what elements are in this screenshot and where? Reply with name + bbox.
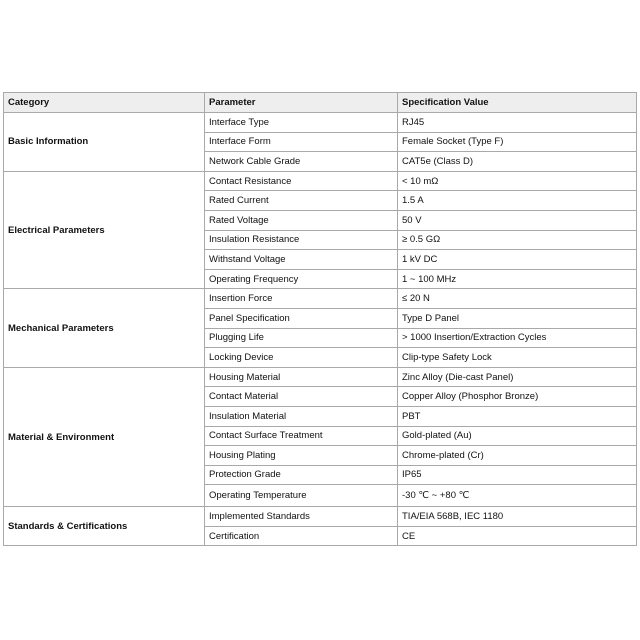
value-cell: ≥ 0.5 GΩ [398, 230, 637, 250]
header-specification-value: Specification Value [398, 93, 637, 113]
category-cell: Material & Environment [4, 367, 205, 507]
table-body [4, 113, 637, 546]
value-cell: RJ45 [398, 113, 637, 133]
parameter-cell: Interface Form [205, 132, 398, 152]
parameter-cell: Protection Grade [205, 465, 398, 485]
value-cell: Copper Alloy (Phosphor Bronze) [398, 387, 637, 407]
value-cell: CE [398, 526, 637, 546]
parameter-cell: Interface Type [205, 113, 398, 133]
parameter-cell: Rated Current [205, 191, 398, 211]
value-cell: PBT [398, 406, 637, 426]
parameter-cell: Insertion Force [205, 289, 398, 309]
value-cell: CAT5e (Class D) [398, 152, 637, 172]
table-row [4, 289, 637, 309]
parameter-cell: Contact Surface Treatment [205, 426, 398, 446]
value-cell: -30 ℃ ~ +80 ℃ [398, 485, 637, 507]
parameter-cell: Network Cable Grade [205, 152, 398, 172]
value-cell: Gold-plated (Au) [398, 426, 637, 446]
value-cell: IP65 [398, 465, 637, 485]
parameter-cell: Insulation Resistance [205, 230, 398, 250]
parameter-cell: Rated Voltage [205, 210, 398, 230]
category-cell: Mechanical Parameters [4, 289, 205, 367]
value-cell: Clip-type Safety Lock [398, 348, 637, 368]
category-cell: Basic Information [4, 113, 205, 172]
value-cell: ≤ 20 N [398, 289, 637, 309]
parameter-cell: Certification [205, 526, 398, 546]
header-category: Category [4, 93, 205, 113]
parameter-cell: Housing Material [205, 367, 398, 387]
value-cell: > 1000 Insertion/Extraction Cycles [398, 328, 637, 348]
parameter-cell: Implemented Standards [205, 507, 398, 527]
value-cell: Chrome-plated (Cr) [398, 446, 637, 466]
value-cell: 50 V [398, 210, 637, 230]
parameter-cell: Plugging Life [205, 328, 398, 348]
parameter-cell: Contact Material [205, 387, 398, 407]
table-row [4, 367, 637, 387]
header-parameter: Parameter [205, 93, 398, 113]
value-cell: Female Socket (Type F) [398, 132, 637, 152]
table-row [4, 171, 637, 191]
parameter-cell: Housing Plating [205, 446, 398, 466]
parameter-cell: Operating Frequency [205, 269, 398, 289]
value-cell: 1 kV DC [398, 250, 637, 270]
value-cell: Zinc Alloy (Die-cast Panel) [398, 367, 637, 387]
table-header [4, 93, 637, 113]
category-cell: Electrical Parameters [4, 171, 205, 289]
table-row [4, 507, 637, 527]
parameter-cell: Insulation Material [205, 406, 398, 426]
parameter-cell: Operating Temperature [205, 485, 398, 507]
parameter-cell: Locking Device [205, 348, 398, 368]
table-row [4, 113, 637, 133]
value-cell: 1.5 A [398, 191, 637, 211]
header-row [4, 93, 637, 113]
parameter-cell: Panel Specification [205, 308, 398, 328]
spec-table [3, 92, 637, 546]
value-cell: Type D Panel [398, 308, 637, 328]
parameter-cell: Contact Resistance [205, 171, 398, 191]
value-cell: TIA/EIA 568B, IEC 1180 [398, 507, 637, 527]
value-cell: < 10 mΩ [398, 171, 637, 191]
parameter-cell: Withstand Voltage [205, 250, 398, 270]
category-cell: Standards & Certifications [4, 507, 205, 546]
value-cell: 1 ~ 100 MHz [398, 269, 637, 289]
